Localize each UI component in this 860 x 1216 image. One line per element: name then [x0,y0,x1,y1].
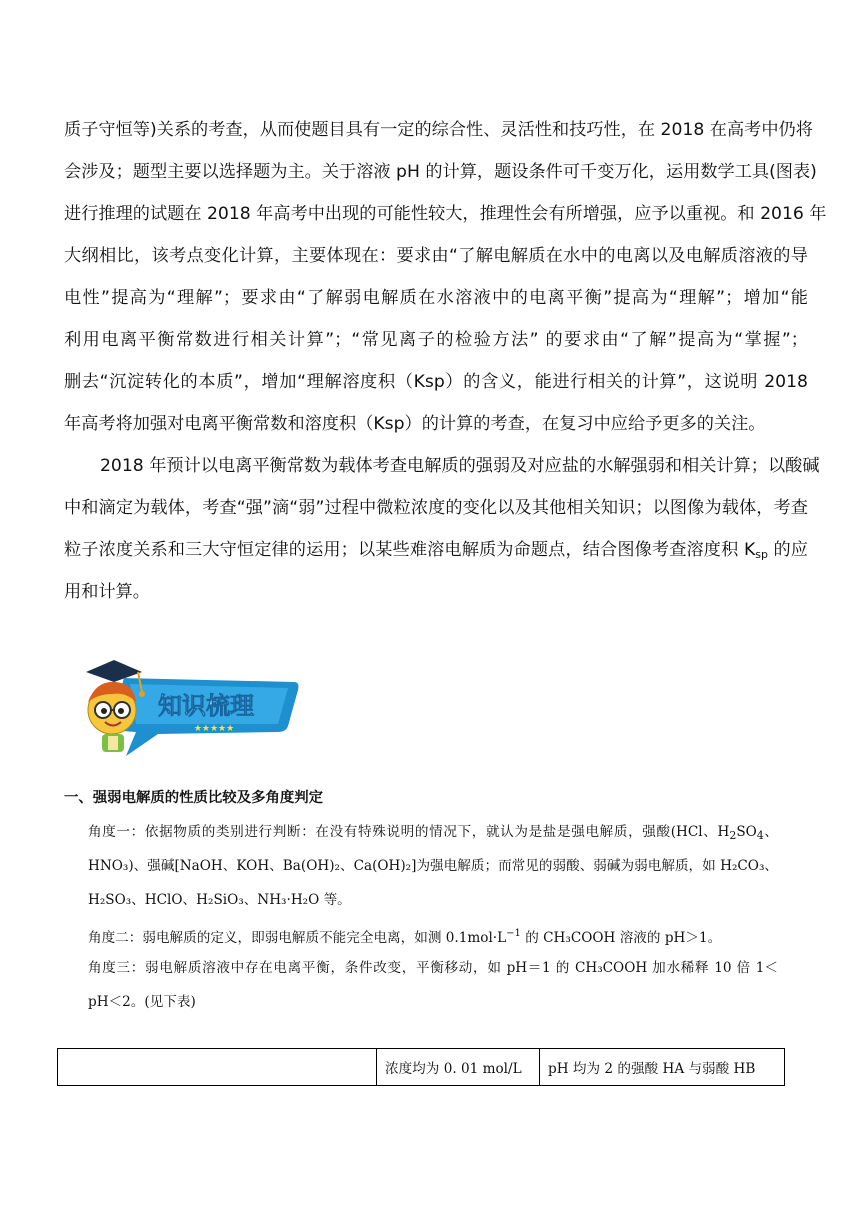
angle-3-line-2: pH＜2。(见下表) [88,994,196,1010]
table-header-concentration: 浓度均为 0. 01 mol/L [377,1049,540,1086]
comparison-table [57,1048,785,1086]
angle-1-line-3: H₂SO₃、HClO、H₂SiO₃、NH₃·H₂O 等。 [88,892,351,908]
para1-line: 利用电离平衡常数进行相关计算”；“常见离子的检验方法” 的要求由“了解”提高为“掌握”； [64,330,808,350]
para1-line: 电性”提高为“理解”；要求由“了解弱电解质在水溶液中的电离平衡”提高为“理解”；增加“能 [64,288,808,308]
para2-line: 中和滴定为载体，考查“强”滴“弱”过程中微粒浓度的变化以及其他相关知识；以图像为载体，考查 [64,498,808,518]
para2-line: 用和计算。 [64,582,150,602]
badge-title: 知识梳理 [158,692,254,720]
knowledge-summary-badge [66,652,306,764]
badge-stars: ★★★★★ [193,724,235,734]
angle-1-line-1: 角度一：依据物质的类别进行判断：在没有特殊说明的情况下，就认为是盐是强电解质，强酸(HCl、$H_2SO_4$、 [88,824,778,842]
angle-2-line: 角度二：弱电解质的定义，即弱电解质不能完全电离，如测 $0.1mol\cdot L^{-1}$ 的 CH₃COOH 溶液的 pH＞1。 [88,928,722,946]
para1-line: 大纲相比，该考点变化计算，主要体现在：要求由“了解电解质在水中的电离以及电解质溶液的导 [64,246,808,266]
para1-line: 删去“沉淀转化的本质”，增加“理解溶度积（Ksp）的含义，能进行相关的计算”，这说明 2018 [64,372,808,392]
table-row [58,1049,785,1086]
angle-3-line-1: 角度三：弱电解质溶液中存在电离平衡，条件改变，平衡移动，如 pH＝1 的 CH₃COOH 加水稀释 10 倍 1＜ [88,960,778,976]
para1-line: 进行推理的试题在 2018 年高考中出现的可能性较大，推理性会有所增强，应予以重视。和 2016 年 [64,204,827,224]
section-heading: 一、强弱电解质的性质比较及多角度判定 [64,790,324,806]
table-cell-empty [58,1049,377,1086]
para1-line: 质子守恒等)关系的考查，从而使题目具有一定的综合性、灵活性和技巧性，在 2018 在高考中仍将 [64,120,813,140]
table-header-ph: pH 均为 2 的强酸 HA 与弱酸 HB [540,1049,785,1086]
para1-line: 年高考将加强对电离平衡常数和溶度积（Ksp）的计算的考查，在复习中应给予更多的关注。 [64,414,766,434]
para1-line: 会涉及；题型主要以选择题为主。关于溶液 pH 的计算，题设条件可千变万化，运用数学工具(图表) [64,162,817,182]
para2-line: 2018 年预计以电离平衡常数为载体考查电解质的强弱及对应盐的水解强弱和相关计算；以酸碱 [100,456,820,476]
para2-line: 粒子浓度关系和三大守恒定律的运用；以某些难溶电解质为命题点，结合图像考查溶度积 $K_{sp}$ 的应 [64,540,808,561]
angle-1-line-2: HNO₃)、强碱[NaOH、KOH、Ba(OH)₂、Ca(OH)₂]为强电解质；而常见的弱酸、弱碱为弱电解质，如 H₂CO₃、 [88,858,778,874]
